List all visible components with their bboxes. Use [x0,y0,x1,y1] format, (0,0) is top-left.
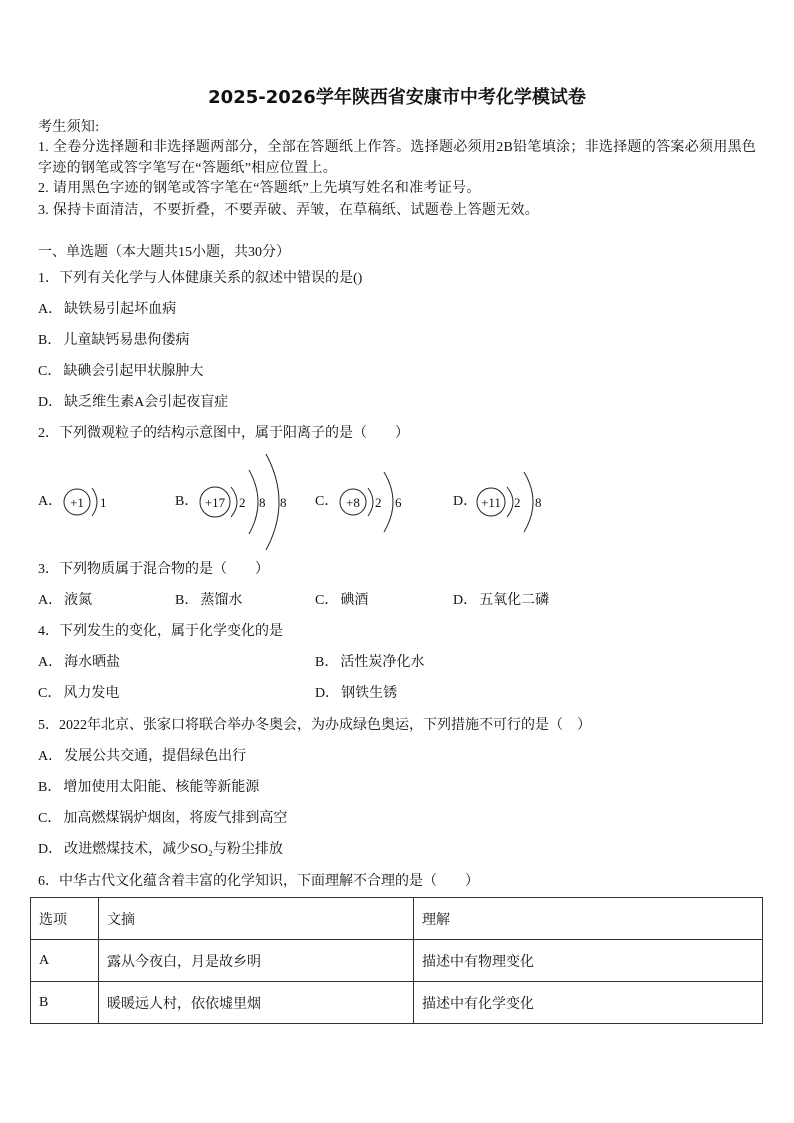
electron-shell-arc [384,472,393,532]
question-5-option-d [38,840,283,860]
question-4-option-a [38,653,120,673]
question-4-stem: 4．下列发生的变化，属于化学变化的是 [38,624,283,639]
electron-shell-arc [524,472,533,532]
question-1-option-a [38,300,176,320]
shell-electron-count: 8 [535,495,542,510]
question-3-option-c [315,591,368,611]
question-5-stem: 5．2022年北京、张家口将联合举办冬奥会，为办成绿色奥运，下列措施不可行的是（ ） [38,718,591,733]
nucleus-charge: +17 [204,495,226,510]
option-label: B． [38,780,62,795]
electron-shell-arc [231,487,237,517]
table-cell: 描述中有物理变化 [414,940,763,982]
option-label: C． [38,364,62,379]
notice-item-3: 3. 保持卡面清洁，不要折叠，不要弄破、弄皱，在草稿纸、试题卷上答题无效。 [38,203,540,218]
shell-electron-count: 6 [395,495,402,510]
option-label: A． [38,655,63,670]
shell-electron-count: 2 [375,495,382,510]
question-2-stem: 2．下列微观粒子的结构示意图中，属于阳离子的是（ ） [38,426,409,441]
option-label: D． [38,395,63,410]
electron-shell-arc [266,454,279,550]
shell-electron-count: 1 [100,495,107,510]
table-cell: 描述中有化学变化 [414,982,763,1024]
nucleus-charge: +1 [70,495,84,510]
option-text: 钢铁生锈 [341,686,398,701]
option-text: 五氧化二磷 [479,593,550,608]
table-header-cell: 理解 [414,898,763,940]
option-text: 蒸馏水 [200,593,243,608]
option-label: A． [38,749,63,764]
shell-electron-count: 8 [259,495,266,510]
option-text: 风力发电 [63,686,120,701]
option-label: C． [38,686,62,701]
notice-item-2: 2. 请用黑色字迹的钢笔或答字笔在“答题纸”上先填写姓名和准考证号。 [38,181,481,196]
nucleus-charge: +11 [481,495,501,510]
electron-shell-arc [368,488,373,516]
option-label: A． [38,593,63,608]
question-4-option-c [38,684,119,704]
electron-shell-arc [507,487,513,517]
question-1-stem: 1．下列有关化学与人体健康关系的叙述中错误的是() [38,271,363,286]
notice-item-1-line-2: 字迹的钢笔或答字笔写在“答题纸”相应位置上。 [38,161,338,176]
option-label: B． [315,655,339,670]
option-label: D． [315,686,340,701]
option-text: 改进燃煤技术，减少SO₂与粉尘排放 [64,842,283,857]
question-3-option-d [453,591,549,611]
option-label: A． [38,302,63,317]
question-6-stem: 6．中华古代文化蕴含着丰富的化学知识，下面理解不合理的是（ ） [38,874,479,889]
table-cell: A [31,940,99,982]
option-label: C． [315,593,339,608]
atom-diagram-c [340,472,402,532]
table-header-cell: 文摘 [99,898,414,940]
shell-electron-count: 8 [280,495,287,510]
question-6-table [30,897,763,1024]
question-5-option-b [38,778,259,798]
option-text: 发展公共交通，提倡绿色出行 [64,749,247,764]
option-text: 缺乏维生素A会引起夜盲症 [64,395,229,410]
atom-diagram-b [200,454,287,550]
exam-title: 2025-2026学年陕西省安康市中考化学模试卷 [208,87,586,108]
option-text: 海水晒盐 [64,655,121,670]
option-text: 儿童缺钙易患佝偻病 [63,333,190,348]
option-text: 活性炭净化水 [340,655,425,670]
question-4-option-d [315,684,397,704]
question-1-option-c [38,362,203,382]
atom-diagram-a [64,488,107,516]
option-label: B． [38,333,62,348]
option-label: D． [38,842,63,857]
question-1-option-b [38,331,189,351]
question-3-stem: 3．下列物质属于混合物的是（ ） [38,562,269,577]
notice-heading: 考生须知: [38,120,100,135]
nucleus-charge: +8 [346,495,360,510]
question-4-option-b [315,653,424,673]
atomic-structure-diagrams [0,450,794,560]
section-heading: 一、单选题（本大题共15小题，共30分） [38,245,290,260]
question-3-option-a [38,591,92,611]
shell-electron-count: 2 [514,495,521,510]
table-cell: 露从今夜白，月是故乡明 [99,940,414,982]
question-5-option-c [38,809,287,829]
question-2-option-d-label: D． [453,494,478,509]
table-cell: 暖暖远人村，依依墟里烟 [99,982,414,1024]
electron-shell-arc [92,488,97,516]
option-text: 缺碘会引起甲状腺肿大 [63,364,204,379]
question-3-option-b [175,591,242,611]
question-1-option-d [38,393,228,413]
question-5-option-a [38,747,246,767]
table-header-cell: 选项 [31,898,99,940]
table-row [31,982,763,1024]
option-text: 液氮 [64,593,93,608]
table-header-row [31,898,763,940]
notice-item-1-line-1: 1. 全卷分选择题和非选择题两部分，全部在答题纸上作答。选择题必须用2B铅笔填涂；非选择题的答案必须用黑色 [38,140,757,155]
electron-shell-arc [249,470,258,534]
option-text: 碘酒 [340,593,369,608]
shell-electron-count: 2 [239,495,246,510]
option-label: B． [175,593,199,608]
option-label: C． [38,811,62,826]
question-2-option-c-label: C． [315,494,339,509]
option-label: D． [453,593,478,608]
option-text: 加高燃煤锅炉烟囱，将废气排到高空 [63,811,288,826]
table-cell: B [31,982,99,1024]
option-text: 缺铁易引起坏血病 [64,302,177,317]
question-2-option-a-label: A． [38,494,63,509]
question-2-option-b-label: B． [175,494,199,509]
option-text: 增加使用太阳能、核能等新能源 [63,780,260,795]
table-row [31,940,763,982]
atom-diagram-d [477,472,542,532]
